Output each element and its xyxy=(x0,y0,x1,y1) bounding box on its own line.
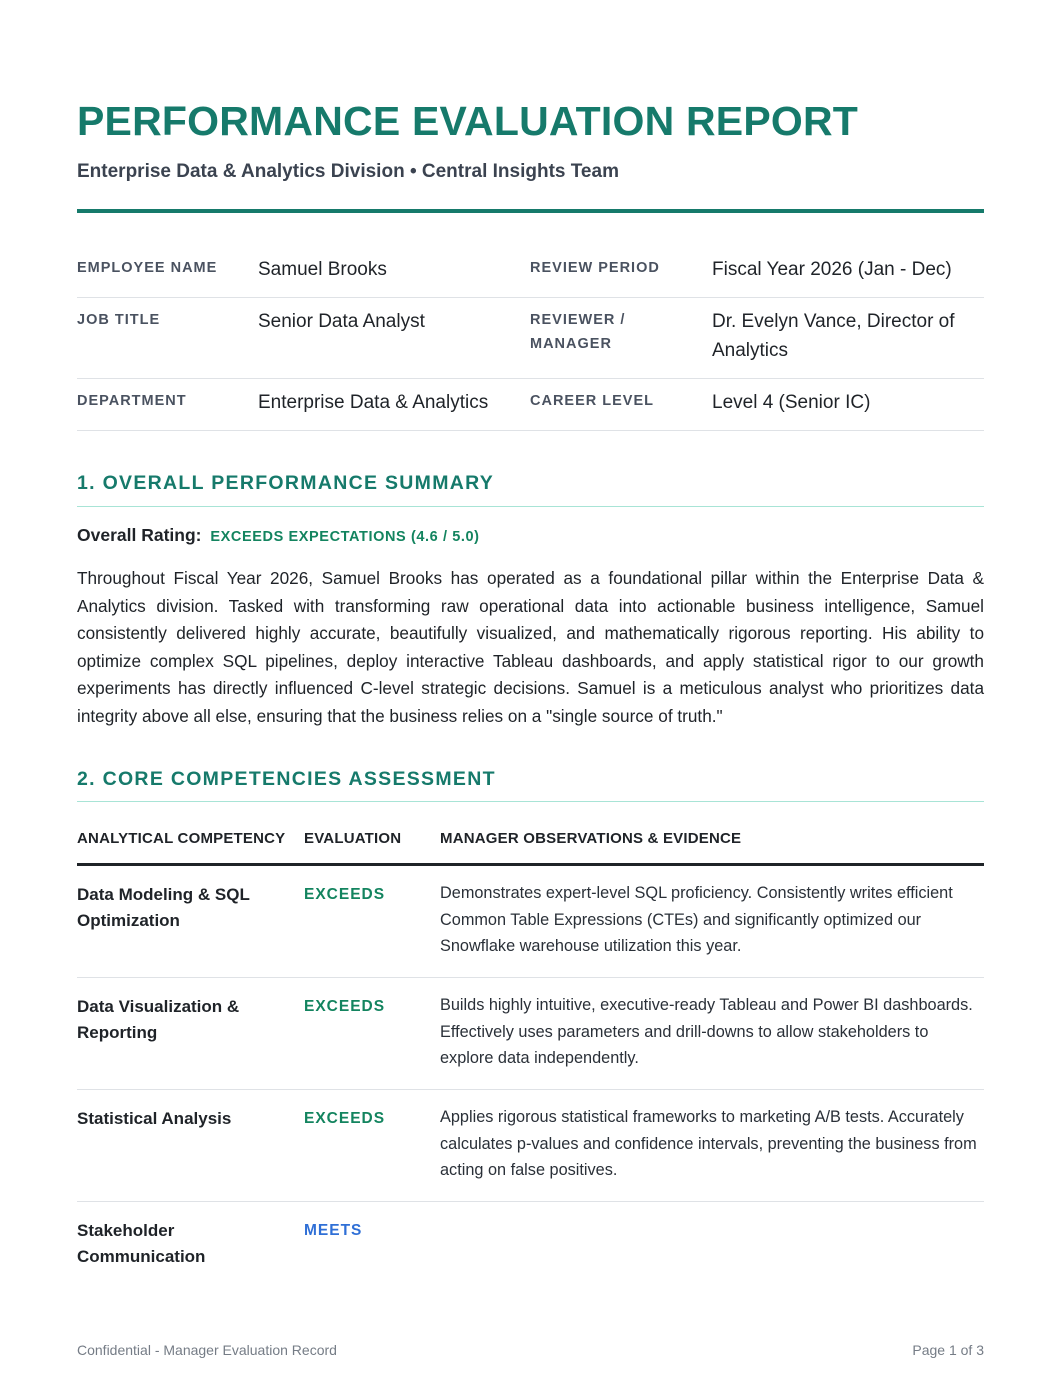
reviewer-label: REVIEWER / MANAGER xyxy=(530,312,626,352)
competency-name: Statistical Analysis xyxy=(77,1109,232,1128)
footer-confidential: Confidential - Manager Evaluation Record xyxy=(77,1342,337,1358)
table-row xyxy=(77,1090,984,1202)
page-title: PERFORMANCE EVALUATION REPORT xyxy=(77,98,859,144)
summary-paragraph: Throughout Fiscal Year 2026, Samuel Brooks has operated as a foundational pillar within the Enterprise Data & Analytics division. Tasked with transforming raw operational data into actionable business intelligence, Samuel consistently delivered highly accurate, beautifully visualized, and mathematically rigorous reporting. His ability to optimize complex SQL pipelines, deploy interactive Tableau dashboards, and apply statistical rigor to our growth experiments has directly influenced C-level strategic decisions. Samuel is a meticulous analyst who prioritizes data integrity above all else, ensuring that the business relies on a "single source of truth." xyxy=(77,568,984,726)
competency-name: Data Visualization & Reporting xyxy=(77,997,240,1042)
department-value: Enterprise Data & Analytics xyxy=(258,392,489,413)
career-level-label: CAREER LEVEL xyxy=(530,393,654,409)
section-heading-summary: 1. OVERALL PERFORMANCE SUMMARY xyxy=(77,472,495,494)
manager-observation: Demonstrates expert-level SQL proficiency. Consistently writes efficient Common Table Expressions (CTEs) and significantly optimized our Snowflake warehouse utilization this year. xyxy=(440,884,953,955)
overall-rating xyxy=(77,525,480,546)
manager-observation: Builds highly intuitive, executive-ready Tableau and Power BI dashboards. Effectively uses parameters and drill-downs to allow stakeholders to explore data independently. xyxy=(440,996,973,1067)
column-header-competency: ANALYTICAL COMPETENCY xyxy=(77,830,286,847)
career-level-value: Level 4 (Senior IC) xyxy=(712,392,871,413)
info-row xyxy=(77,244,984,298)
competency-name: Stakeholder Communication xyxy=(77,1221,206,1266)
job-title-value: Senior Data Analyst xyxy=(258,311,425,332)
section-divider xyxy=(77,801,984,802)
section-heading-competencies: 2. CORE COMPETENCIES ASSESSMENT xyxy=(77,768,496,790)
info-row xyxy=(77,298,984,379)
title-divider xyxy=(77,209,984,213)
evaluation-badge: EXCEEDS xyxy=(304,998,386,1015)
job-title-label: JOB TITLE xyxy=(77,312,161,328)
table-row xyxy=(77,1202,984,1314)
section-divider xyxy=(77,506,984,507)
table-row xyxy=(77,866,984,978)
review-period-value: Fiscal Year 2026 (Jan - Dec) xyxy=(712,259,952,280)
review-period-label: REVIEW PERIOD xyxy=(530,260,660,276)
employee-name-label: EMPLOYEE NAME xyxy=(77,260,218,276)
reviewer-value: Dr. Evelyn Vance, Director of Analytics xyxy=(712,311,955,361)
info-row xyxy=(77,379,984,431)
evaluation-badge: EXCEEDS xyxy=(304,886,386,903)
evaluation-badge: MEETS xyxy=(304,1222,363,1239)
manager-observation: Applies rigorous statistical frameworks to marketing A/B tests. Accurately calculates p-values and confidence intervals, preventing the business from acting on false positives. xyxy=(440,1108,977,1179)
competency-name: Data Modeling & SQL Optimization xyxy=(77,885,250,930)
page-subtitle: Enterprise Data & Analytics Division • Central Insights Team xyxy=(77,161,619,182)
column-header-evaluation: EVALUATION xyxy=(304,830,402,847)
evaluation-badge: EXCEEDS xyxy=(304,1110,386,1127)
column-header-observations: MANAGER OBSERVATIONS & EVIDENCE xyxy=(440,830,742,847)
competency-table-header xyxy=(77,826,984,866)
employee-name-value: Samuel Brooks xyxy=(258,259,387,280)
employee-info-grid xyxy=(77,244,984,431)
department-label: DEPARTMENT xyxy=(77,393,187,409)
footer-page-number: Page 1 of 3 xyxy=(912,1342,984,1358)
overall-rating-label: Overall Rating: xyxy=(77,525,202,545)
table-row xyxy=(77,978,984,1090)
overall-rating-value: EXCEEDS EXPECTATIONS (4.6 / 5.0) xyxy=(210,529,480,545)
